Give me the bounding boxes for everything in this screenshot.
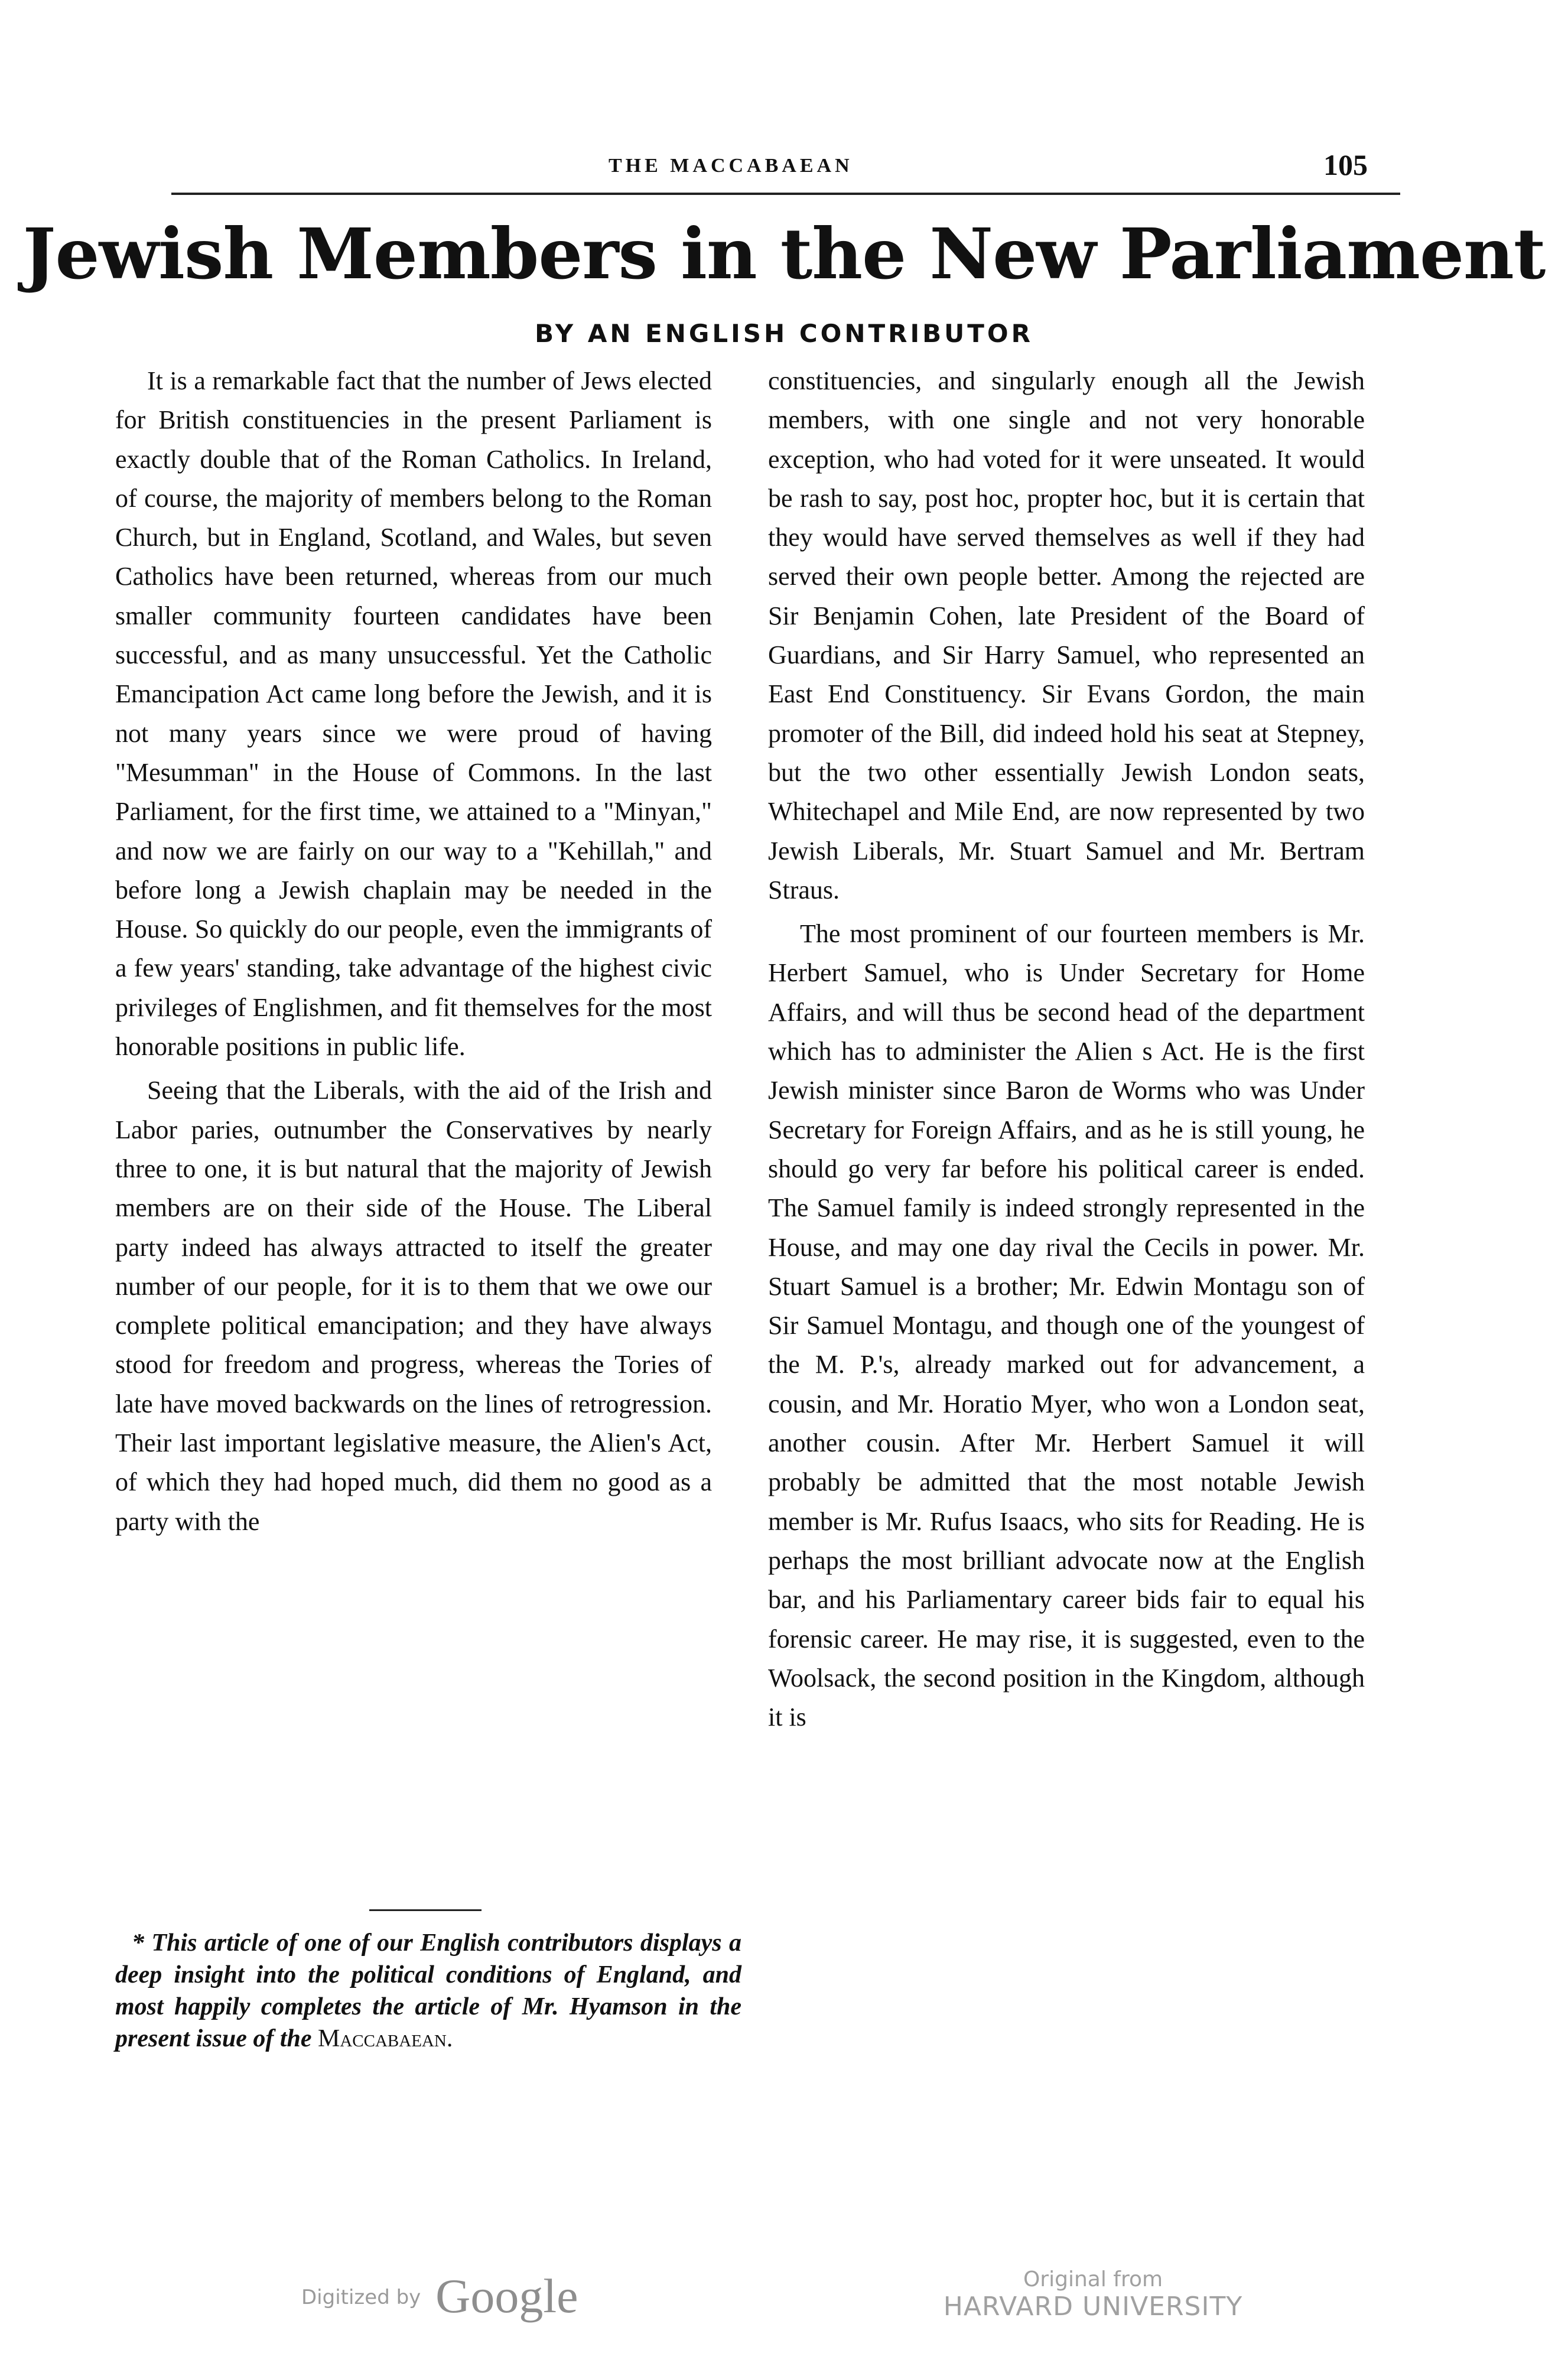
running-head: THE MACCABAEAN [609,155,853,177]
paragraph: The most prominent of our fourteen members is Mr. Herbert Samuel, who is Under Secretary for Home Affairs, and will thus be second head of the department which has to administer the Alien s Act. He is the first Jewish minister since Baron de Worms who was Under Secretary for Foreign Affairs, and as he is still young, he should go very far before his political career is ended. The Samuel family is indeed strongly represented in the House, and may one day rival the Cecils in power. Mr. Stuart Samuel is a brother; Mr. Edwin Montagu son of Sir Samuel Montagu, and though one of the youngest of the M. P.'s, already marked out for advancement, a cousin, and Mr. Horatio Myer, who won a London seat, another cousin. After Mr. Herbert Samuel it will probably be admitted that the most notable Jewish member is Mr. Rufus Isaacs, who sits for Reading. He is perhaps the most brilliant advocate now at the English bar, and his Parliamentary career bids fair to equal his forensic career. He may rise, it is suggested, even to the Woolsack, the second position in the Kingdom, although it is [768,919,1365,1732]
digitized-by-watermark [301,2268,578,2324]
google-logo: Google [435,2269,578,2323]
footnote-rule [369,1909,482,1911]
paragraph: Seeing that the Liberals, with the aid of the Irish and Labor paries, outnumber the Conservatives by nearly three to one, it is but natural that the majority of Jewish members are on their side of the House. The Liberal party indeed has always attracted to itself the greater number of our people, for it is to them that we owe our complete political emancipation; and they have always stood for freedom and progress, whereas the Tories of late have moved backwards on the lines of retrogression. Their last important legislative measure, the Alien's Act, of which they had hoped much, did them no good as a party with the [115,1076,712,1536]
footnote-text: * This article of one of our English contributors displays a deep insight into the political conditions of England, and most happily completes the article of Mr. Hyamson in the present issue of the [115,1929,741,2052]
paragraph: constituencies, and singularly enough all the Jewish members, with one single and not very honorable exception, who had voted for it were unseated. It would be rash to say, post hoc, propter hoc, but it is certain that they would have served themselves as well if they had served their own people better. Among the rejected are Sir Benjamin Cohen, late President of the Board of Guardians, and Sir Harry Samuel, who represented an East End Constituency. Sir Evans Gordon, the main promoter of the Bill, did indeed hold his seat at Stepney, but the two other essentially Jewish London seats, Whitechapel and Mile End, are now represented by two Jewish Liberals, Mr. Stuart Samuel and Mr. Bertram Straus. [768,366,1365,904]
header-rule [171,193,1400,195]
left-column [115,362,712,1541]
institution-name: HARVARD UNIVERSITY [943,2292,1243,2322]
right-column [768,362,1365,1737]
paragraph: It is a remarkable fact that the number of Jews elected for British constituencies in the present Parliament is exactly double that of the Roman Catholics. In Ireland, of course, the majority of members belong to the Roman Church, but in England, Scotland, and Wales, but seven Catholics have been returned, whereas from our much smaller community fourteen candidates have been successful, and as many unsuccessful. Yet the Catholic Emancipation Act came long before the Jewish, and it is not many years since we were proud of having "Mesumman" in the House of Commons. In the last Parliament, for the first time, we attained to a "Minyan," and now we are fairly on our way to a "Kehillah," and before long a Jewish chaplain may be needed in the House. So quickly do our people, even the immigrants of a few years' standing, take advantage of the highest civic privileges of Englishmen, and fit themselves for the most honorable positions in public life. [115,366,712,1062]
article-byline: BY AN ENGLISH CONTRIBUTOR [535,319,1033,348]
original-from-label: Original from [1023,2267,1163,2292]
original-from-watermark [886,2266,1300,2320]
footnote-journal: Maccabaean. [318,2025,453,2052]
footnote [115,1927,741,2055]
page-number: 105 [1323,148,1368,181]
digitized-by-label: Digitized by [301,2286,421,2309]
article-title: Jewish Members in the New Parliament [22,213,1546,295]
